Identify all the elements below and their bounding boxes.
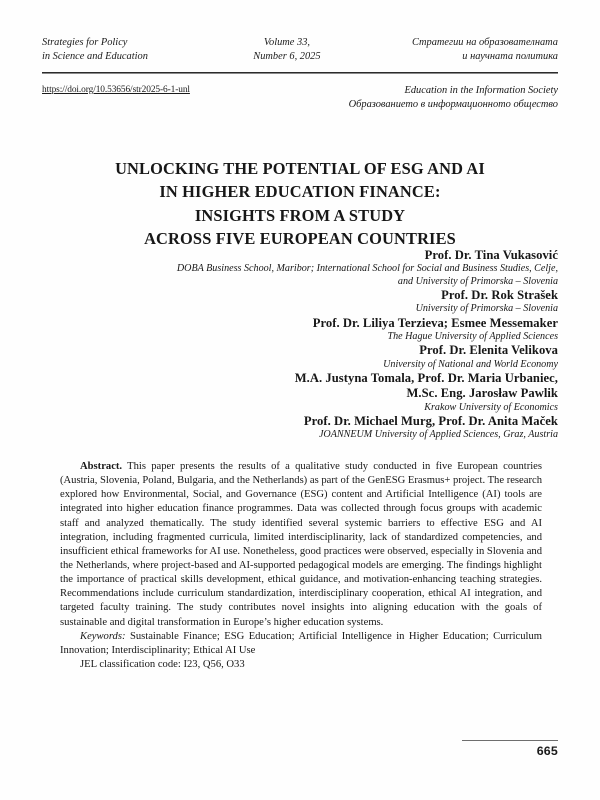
author-affiliation-line-1: University of Primorska – Slovenia: [415, 303, 558, 315]
masthead-volume: Volume 33,: [263, 37, 311, 48]
author-affiliation: [42, 402, 558, 414]
masthead-journal-title-bg-line2: и научната политика: [462, 50, 558, 62]
author-group: [42, 248, 558, 288]
author-affiliation-line-1: The Hague University of Applied Sciences: [387, 331, 558, 343]
masthead-journal-title-bg-line1: Стратегии на образователната: [411, 37, 558, 48]
author-affiliation-line-2: and University of Primorska – Slovenia: [397, 275, 558, 287]
author-affiliation: [42, 359, 558, 371]
article-title-line-4: ACROSS FIVE EUROPEAN COUNTRIES: [144, 228, 456, 248]
author-block: [42, 248, 558, 442]
keywords-value: Sustainable Finance; ESG Education; Artificial Intelligence in Higher Education; Curriculum Innovation; Interdisciplinarity; Ethical AI Use: [60, 630, 542, 656]
author-group: [42, 371, 558, 414]
abstract-body: This paper presents the results of a qualitative study conducted in five European countries (Austria, Slovenia, Poland, Bulgaria, and the Netherlands) as part of the GenESG Erasmus+ project. The research explored how Environmental, Social, and Governance (ESG) content and Artificial Intelligence (AI) tools are integrated into higher education finance programmes. Data was collected through focus groups with academic staff and analyzed thematically. The study identified several systemic barriers to effective ESG and AI integration, including fragmented curricula, limited interdisciplinarity, lack of standardized competencies, and insufficient ethical frameworks for AI use. Nonetheless, good practices were observed, especially in Slovenia and the Netherlands, where project-based and AI-supported pedagogical models are emerging. The findings highlight the importance of practical skills development, ethical guidance, and motivation-enhancing teaching strategies. Recommendations include curriculum standardization, interdisciplinary cooperation, ethical AI integration, and targeted faculty training. The study contributes novel insights into aligning education with the goals of sustainable and digital transformation in Europe’s higher education systems.: [60, 461, 542, 628]
author-affiliation-line-1: DOBA Business School, Maribor; International School for Social and Business Studies, Celje,: [176, 263, 558, 275]
doi-link[interactable]: https://doi.org/10.53656/str2025-6-1-unl: [42, 85, 190, 95]
abstract-section: [60, 460, 542, 672]
masthead-journal-title-en-line2: in Science and Education: [42, 50, 148, 62]
article-title: [50, 157, 550, 250]
article-title-line-2: IN HIGHER EDUCATION FINANCE:: [159, 182, 441, 202]
masthead-journal-title-bg: [412, 36, 558, 63]
page-footer: [408, 740, 558, 758]
masthead-issue-year: Number 6, 2025: [253, 50, 321, 62]
author-names: Prof. Dr. Elenita Velikova: [419, 343, 558, 358]
author-affiliation-line-1: JOANNEUM University of Applied Sciences, Graz, Austria: [318, 429, 558, 441]
author-affiliation: [42, 331, 558, 343]
author-names: Prof. Dr. Liliya Terzieva; Esmee Messemaker: [312, 315, 558, 330]
author-affiliation: [42, 303, 558, 315]
masthead-volume-issue: [239, 36, 320, 63]
abstract-paragraph: [60, 460, 542, 630]
section-heading-en: Education in the Information Society: [404, 85, 558, 96]
author-group: [42, 316, 558, 344]
keywords-label: Keywords:: [80, 630, 126, 642]
author-names-line-1: M.A. Justyna Tomala, Prof. Dr. Maria Urbaniec,: [294, 371, 558, 385]
subheader: [42, 84, 558, 112]
masthead-divider-rule: [42, 72, 558, 74]
section-heading-bg: Образованието в информационното общество: [348, 98, 558, 110]
author-names: Prof. Dr. Rok Strašek: [441, 287, 558, 302]
page-number: 665: [536, 744, 558, 758]
author-affiliation-line-1: Krakow University of Economics: [424, 401, 558, 413]
author-affiliation-line-1: University of National and World Economy: [383, 358, 558, 370]
author-group: [42, 343, 558, 371]
masthead-journal-title-en: [42, 36, 148, 63]
abstract-label: Abstract.: [80, 461, 123, 472]
author-names-line-2: M.Sc. Eng. Jarosław Pawlik: [406, 386, 558, 401]
author-names: Prof. Dr. Michael Murg, Prof. Dr. Anita Maček: [303, 414, 558, 429]
author-group: [42, 414, 558, 442]
author-affiliation: [42, 263, 558, 288]
masthead-journal-title-en-line1: Strategies for Policy: [42, 37, 128, 48]
keywords-paragraph: [60, 630, 542, 658]
footer-rule: [462, 740, 558, 741]
section-heading: [349, 84, 558, 112]
jel-classification: JEL classification code: I23, Q56, O33: [80, 658, 245, 670]
masthead: [42, 36, 558, 63]
article-title-line-1: UNLOCKING THE POTENTIAL OF ESG AND AI: [115, 158, 485, 178]
author-affiliation: [42, 429, 558, 441]
article-title-line-3: INSIGHTS FROM A STUDY: [194, 205, 406, 225]
author-group: [42, 288, 558, 316]
author-names: Prof. Dr. Tina Vukasović: [424, 248, 558, 262]
